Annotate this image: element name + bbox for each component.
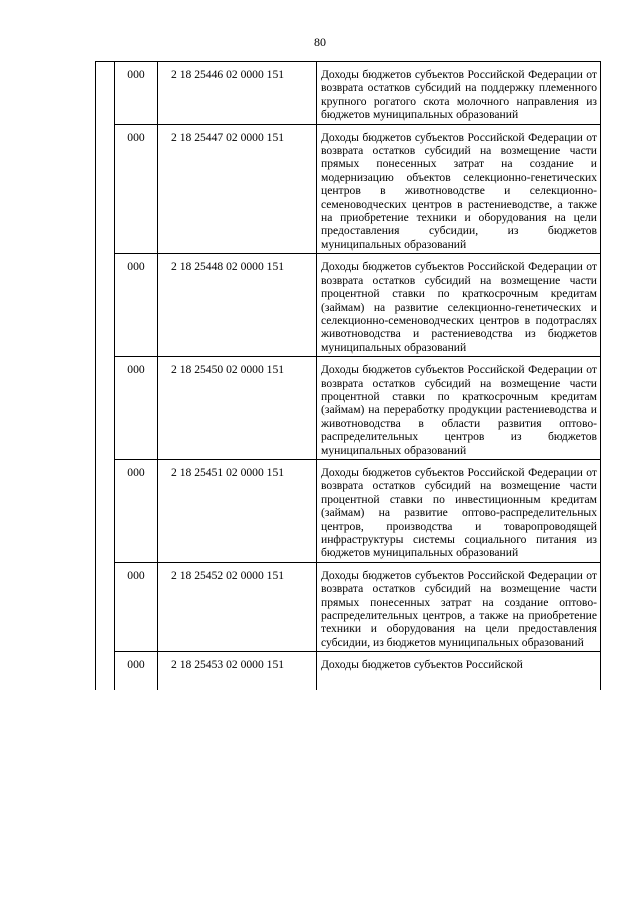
table-row: [96, 254, 601, 357]
table-row: [96, 124, 601, 254]
table-row: [96, 459, 601, 562]
budget-code-cell: 2 18 25451 02 0000 151: [158, 459, 317, 562]
budget-code-cell: 2 18 25446 02 0000 151: [158, 62, 317, 125]
description-cell: Доходы бюджетов субъектов Российской Федерации от возврата остатков субсидий на возмещение части процентной ставки по краткосрочным кредитам (займам) на переработку продукции растениеводства и животноводства в области развития оптово-распределительных центров из бюджетов муниципальных образований: [317, 357, 601, 460]
budget-code-cell: 2 18 25452 02 0000 151: [158, 562, 317, 651]
description-cell: Доходы бюджетов субъектов Российской Федерации от возврата остатков субсидий на поддержку племенного крупного рогатого скота молочного направления из бюджетов муниципальных образований: [317, 62, 601, 125]
admin-code-cell: 000: [115, 254, 158, 357]
admin-code-cell: 000: [115, 357, 158, 460]
blank-cell: [96, 62, 115, 125]
description-cell: Доходы бюджетов субъектов Российской Федерации от возврата остатков субсидий на возмещение части процентной ставки по краткосрочным кредитам (займам) на развитие селекционно-генетических и селекционно-семеноводческих центров в подотраслях животноводства и растениеводства из бюджетов муниципальных образований: [317, 254, 601, 357]
admin-code-cell: 000: [115, 459, 158, 562]
blank-cell: [96, 562, 115, 651]
description-cell: Доходы бюджетов субъектов Российской Федерации от возврата остатков субсидий на возмещение части прямых понесенных затрат на создание и модернизацию объектов селекционно-генетических центров в животноводстве и селекционно-семеноводческих центров в растениеводстве, а также на приобретение техники и оборудования на цели предоставления субсидии, из бюджетов муниципальных образований: [317, 124, 601, 254]
admin-code-cell: 000: [115, 652, 158, 691]
table-row: [96, 357, 601, 460]
admin-code-cell: 000: [115, 124, 158, 254]
budget-code-cell: 2 18 25448 02 0000 151: [158, 254, 317, 357]
page-number: 80: [314, 35, 326, 49]
description-cell: Доходы бюджетов субъектов Российской Федерации от возврата остатков субсидий на возмещение части процентной ставки по инвестиционным кредитам (займам) на развитие оптово-распределительных центров, производства и товаропроводящей инфраструктуры системы социального питания из бюджетов муниципальных образований: [317, 459, 601, 562]
table-row: [96, 562, 601, 651]
blank-cell: [96, 459, 115, 562]
revenue-codes-table: [95, 61, 601, 690]
budget-code-cell: 2 18 25450 02 0000 151: [158, 357, 317, 460]
blank-cell: [96, 357, 115, 460]
blank-cell: [96, 124, 115, 254]
table-row: [96, 62, 601, 125]
description-cell: Доходы бюджетов субъектов Российской: [317, 652, 601, 691]
budget-code-cell: 2 18 25447 02 0000 151: [158, 124, 317, 254]
budget-code-cell: 2 18 25453 02 0000 151: [158, 652, 317, 691]
admin-code-cell: 000: [115, 562, 158, 651]
admin-code-cell: 000: [115, 62, 158, 125]
blank-cell: [96, 254, 115, 357]
table-row: [96, 652, 601, 691]
description-cell: Доходы бюджетов субъектов Российской Федерации от возврата остатков субсидий на возмещение части прямых понесенных затрат на создание оптово-распределительных центров, а также на приобретение техники и оборудования на цели предоставления субсидии, из бюджетов муниципальных образований: [317, 562, 601, 651]
blank-cell: [96, 652, 115, 691]
